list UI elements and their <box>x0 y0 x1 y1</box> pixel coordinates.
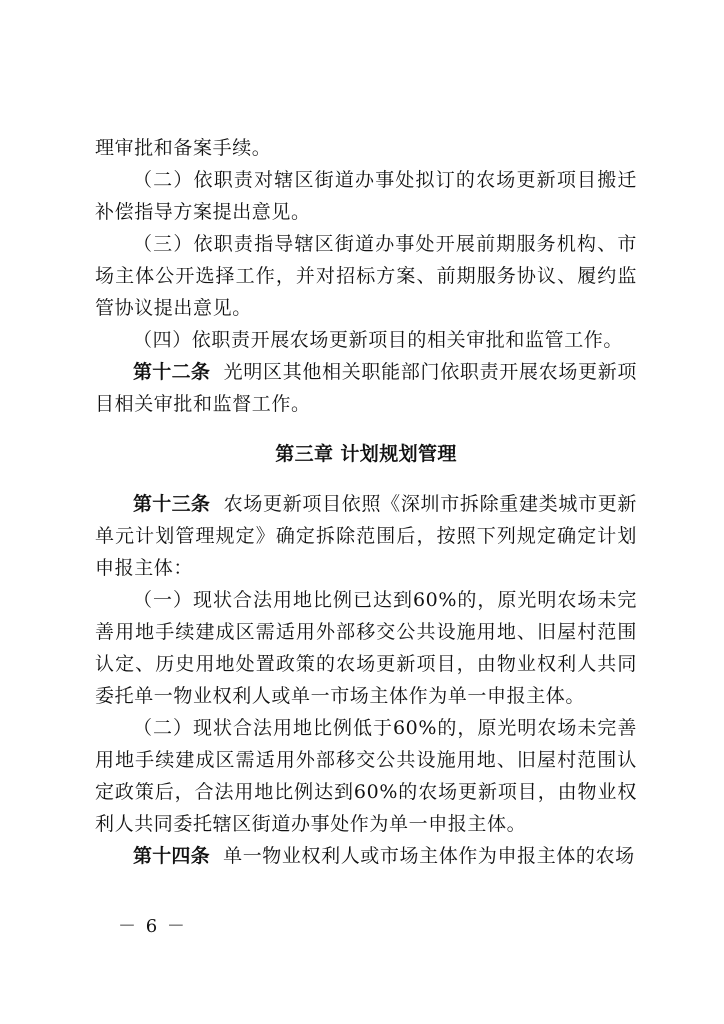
paragraph-text: （二）依职责对辖区街道办事处拟订的农场更新项目搬迁补偿指导方案提出意见。 <box>95 169 637 223</box>
article-12 <box>95 356 637 420</box>
paragraph-text: （二）现状合法用地比例低于60%的，原光明农场未完善用地手续建成区需适用外部移交公共设施用地、旧屋村范围认定政策后，合法用地比例达到60%的农场更新项目，由物业权利人共同委托辖区街道办事处作为单一申报主体。 <box>95 717 637 835</box>
paragraph-item-4 <box>95 324 637 356</box>
page-number: － 6 － <box>118 916 187 937</box>
article-13 <box>95 488 637 584</box>
document-body <box>95 132 637 872</box>
paragraph-approval-continuation <box>95 132 637 164</box>
article-number: 第十三条 <box>133 493 211 515</box>
paragraph-text: 理审批和备案手续。 <box>95 137 272 159</box>
paragraph-item-2-below-60-percent <box>95 712 637 840</box>
paragraph-text: 单一物业权利人或市场主体作为申报主体的农场 <box>223 845 635 867</box>
chapter-title: 第三章 计划规划管理 <box>275 443 457 465</box>
paragraph-item-2 <box>95 164 637 228</box>
article-14 <box>95 840 637 872</box>
paragraph-text: （四）依职责开展农场更新项目的相关审批和监管工作。 <box>133 329 624 351</box>
paragraph-text: 光明区其他相关职能部门依职责开展农场更新项目相关审批和监督工作。 <box>95 361 637 415</box>
paragraph-item-3 <box>95 228 637 324</box>
paragraph-text: （一）现状合法用地比例已达到60%的，原光明农场未完善用地手续建成区需适用外部移交公共设施用地、旧屋村范围认定、历史用地处置政策的农场更新项目，由物业权利人共同委托单一物业权利人或单一市场主体作为单一申报主体。 <box>95 589 637 707</box>
paragraph-text: （三）依职责指导辖区街道办事处开展前期服务机构、市场主体公开选择工作，并对招标方案、前期服务协议、履约监管协议提出意见。 <box>95 233 637 319</box>
paragraph-item-1-60-percent <box>95 584 637 712</box>
paragraph-text: 农场更新项目依照《深圳市拆除重建类城市更新单元计划管理规定》确定拆除范围后，按照下列规定确定计划申报主体： <box>95 493 637 579</box>
article-number: 第十四条 <box>133 845 210 867</box>
article-number: 第十二条 <box>133 361 211 383</box>
